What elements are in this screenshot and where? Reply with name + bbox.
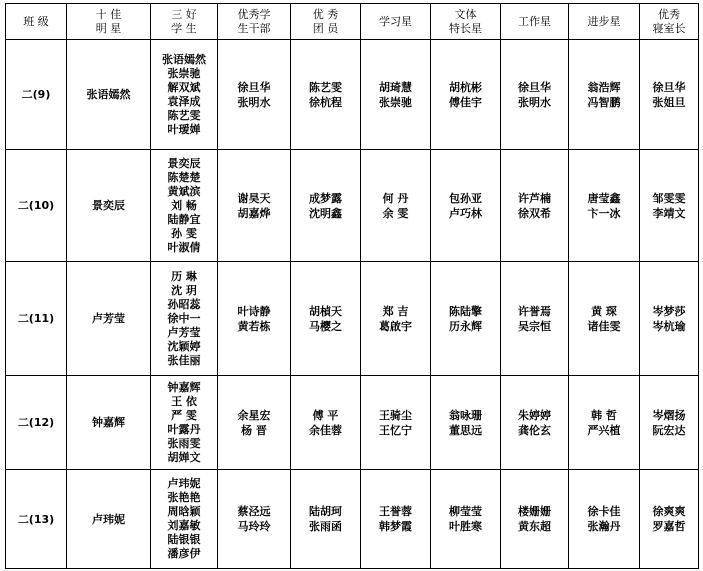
progress-stars-cell [569,376,640,470]
student-name: 楼姗姗 [518,505,551,518]
merit-students-cell [151,262,218,376]
student-name: 邹雯雯 [652,191,686,205]
header-row [6,4,699,40]
student-name: 徐卡佳 [587,505,621,518]
study-stars-cell [361,262,431,376]
header-outstanding-member [291,4,361,40]
header-text-line: 文体 [454,7,477,21]
table-row [6,40,699,150]
class-cell: 二(12) [6,376,67,470]
student-name: 罗嘉哲 [652,520,686,533]
header-outstanding-cadre [218,4,291,40]
top-ten-star-cell: 卢芳莹 [67,262,151,376]
student-name: 张语嫣然 [162,52,206,66]
student-name: 刘 畅 [171,198,197,212]
student-name: 陈楚楚 [167,170,201,184]
student-name: 徐旦华 [518,80,551,94]
work-stars-cell [501,40,569,150]
top-ten-star-cell: 钟嘉辉 [67,376,151,470]
header-text-line: 明 星 [95,21,122,35]
student-name: 张瀚丹 [587,520,621,533]
dorm-leaders-cell [640,40,699,150]
student-name: 周晗颖 [167,505,201,518]
header-text-line: 生干部 [237,21,271,35]
student-name: 徐旦华 [237,80,271,94]
table-body [6,40,699,569]
student-name: 杨 晋 [241,423,267,437]
header-text-line: 进步星 [587,14,621,28]
student-name: 徐旦华 [652,80,686,94]
header-dorm-leader [640,4,699,40]
student-name: 黄东超 [518,520,551,533]
top-ten-star-cell: 景奕辰 [67,150,151,262]
top-ten-star-cell: 张语嫣然 [67,40,151,150]
study-stars-cell [361,376,431,470]
merit-students-cell [151,150,218,262]
student-name: 黄 琛 [591,304,617,318]
header-work-star [501,4,569,40]
student-name: 张明水 [237,95,271,109]
outstanding-cadres-cell [218,262,291,376]
student-name: 叶淑倩 [167,240,201,254]
student-name: 胡楨天 [309,304,342,318]
student-name: 郑 吉 [382,304,409,318]
honor-roll-table [5,3,699,569]
student-name: 沈颖婷 [167,339,201,353]
student-name: 王誉蓉 [379,505,412,518]
student-name: 岑杭瑜 [652,319,686,333]
arts-sports-stars-cell [431,470,501,569]
table-row [6,150,699,262]
student-name: 龚伦玄 [518,423,551,437]
dorm-leaders-cell [640,470,699,569]
header-text-line: 特长星 [449,21,482,35]
honor-table-sheet [5,3,698,568]
top-ten-star-cell: 卢玮妮 [67,470,151,569]
student-name: 蔡泾远 [237,505,271,518]
student-name: 张姐旦 [652,95,686,109]
dorm-leaders-cell [640,262,699,376]
work-stars-cell [501,262,569,376]
work-stars-cell [501,470,569,569]
student-name: 许誉焉 [518,304,551,318]
arts-sports-stars-cell [431,262,501,376]
student-name: 钟嘉辉 [167,380,201,394]
student-name: 谢昊天 [237,191,271,205]
header-text-line: 工作星 [518,14,551,28]
work-stars-cell [501,376,569,470]
student-name: 陆胡珂 [309,505,342,518]
student-name: 王骑尘 [379,408,412,422]
header-text-line: 学 生 [171,21,197,35]
student-name: 许芦楠 [518,191,551,205]
table-row [6,470,699,569]
header-top-ten-star [67,4,151,40]
header-text-line: 优秀 [658,7,680,21]
student-name: 景奕辰 [167,156,201,170]
student-name: 解双斌 [167,80,201,94]
student-name: 陆银银 [167,533,201,546]
header-text-line: 优秀学 [237,7,271,21]
student-name: 严兴植 [587,423,621,437]
header-text-line: 寝室长 [652,21,686,35]
outstanding-cadres-cell [218,40,291,150]
study-stars-cell [361,470,431,569]
progress-stars-cell [569,40,640,150]
student-name: 诸佳雯 [587,319,621,333]
student-name: 陈艺雯 [309,80,342,94]
student-name: 韩梦霞 [379,520,412,533]
outstanding-members-cell [291,470,361,569]
student-name: 卞一冰 [587,206,621,220]
student-name: 胡杭彬 [449,80,482,94]
header-text-line: 十 佳 [95,7,122,21]
student-name: 胡琦慧 [379,80,412,94]
student-name: 何 丹 [382,191,409,205]
student-name: 阮宏达 [652,423,686,437]
arts-sports-stars-cell [431,40,501,150]
student-name: 孙昭蕊 [167,297,201,311]
header-text-line: 班 级 [23,14,49,28]
student-name: 黄若栋 [237,319,271,333]
header-arts-sports-star [431,4,501,40]
student-name: 葛啟宇 [379,319,412,333]
progress-stars-cell [569,150,640,262]
student-name: 王 依 [171,394,197,408]
table-row [6,376,699,470]
student-name: 张雨雯 [167,436,201,450]
student-name: 历永辉 [449,319,482,333]
merit-students-cell [151,40,218,150]
progress-stars-cell [569,262,640,376]
student-name: 余星宏 [237,408,271,422]
student-name: 唐莹鑫 [587,191,621,205]
merit-students-cell [151,376,218,470]
student-name: 韩 哲 [591,408,617,422]
outstanding-members-cell [291,150,361,262]
student-name: 朱婷婷 [518,408,551,422]
outstanding-members-cell [291,262,361,376]
student-name: 包孙亚 [449,191,482,205]
student-name: 成梦露 [309,191,342,205]
student-name: 徐中一 [167,311,201,325]
student-name: 马樱之 [309,319,342,333]
student-name: 陆静宜 [167,212,201,226]
student-name: 傅佳宇 [449,95,482,109]
class-cell: 二(9) [6,40,67,150]
outstanding-members-cell [291,40,361,150]
student-name: 吴宗恒 [518,319,551,333]
student-name: 卢芳莹 [167,325,201,339]
student-name: 黄斌滨 [167,184,201,198]
header-class [6,4,67,40]
arts-sports-stars-cell [431,150,501,262]
student-name: 潘彦伊 [167,547,201,560]
student-name: 陈艺雯 [167,108,201,122]
student-name: 王忆宁 [379,423,412,437]
student-name: 胡婵文 [167,450,201,464]
outstanding-members-cell [291,376,361,470]
class-cell: 二(11) [6,262,67,376]
header-text-line: 优 秀 [312,7,339,21]
student-name: 徐双希 [518,206,551,220]
student-name: 刘嘉敏 [167,519,201,532]
merit-students-cell [151,470,218,569]
student-name: 岑梦莎 [652,304,686,318]
work-stars-cell [501,150,569,262]
student-name: 陈陆擎 [449,304,482,318]
student-name: 严 雯 [171,408,197,422]
student-name: 沈 玥 [171,283,197,297]
student-name: 沈明鑫 [309,206,342,220]
student-name: 傅 平 [312,408,339,422]
student-name: 马玲玲 [237,520,271,533]
student-name: 余佳蓉 [309,423,342,437]
class-cell: 二(13) [6,470,67,569]
student-name: 孙 雯 [171,226,197,240]
header-text-line: 团 员 [312,21,339,35]
student-name: 张雨函 [309,520,342,533]
outstanding-cadres-cell [218,470,291,569]
student-name: 李靖文 [652,206,686,220]
study-stars-cell [361,150,431,262]
student-name: 柳莹莹 [449,505,482,518]
student-name: 张崇驰 [379,95,412,109]
student-name: 冯智鹏 [587,95,621,109]
class-cell: 二(10) [6,150,67,262]
header-text-line: 三 好 [171,7,197,21]
student-name: 胡嘉烨 [237,206,271,220]
student-name: 袁泽成 [167,94,201,108]
student-name: 翁浩辉 [587,80,621,94]
student-name: 徐爽爽 [652,505,686,518]
table-row [6,262,699,376]
student-name: 徐杭程 [309,95,342,109]
progress-stars-cell [569,470,640,569]
student-name: 张艳艳 [167,491,201,504]
student-name: 叶诗静 [237,304,271,318]
student-name: 叶胜寒 [449,520,482,533]
student-name: 董思远 [449,423,482,437]
student-name: 卢巧林 [449,206,482,220]
student-name: 张佳丽 [167,353,201,367]
student-name: 叶瑷婵 [167,122,201,136]
student-name: 叶露丹 [167,422,201,436]
outstanding-cadres-cell [218,376,291,470]
student-name: 张崇驰 [167,66,201,80]
dorm-leaders-cell [640,376,699,470]
student-name: 岑熠扬 [652,408,686,422]
header-study-star [361,4,431,40]
student-name: 卢玮妮 [167,477,201,490]
arts-sports-stars-cell [431,376,501,470]
header-text-line: 学习星 [379,14,412,28]
dorm-leaders-cell [640,150,699,262]
header-progress-star [569,4,640,40]
outstanding-cadres-cell [218,150,291,262]
student-name: 翁咏珊 [449,408,482,422]
header-merit-student [151,4,218,40]
study-stars-cell [361,40,431,150]
student-name: 历 琳 [171,269,197,283]
student-name: 张明水 [518,95,551,109]
student-name: 余 雯 [382,206,409,220]
